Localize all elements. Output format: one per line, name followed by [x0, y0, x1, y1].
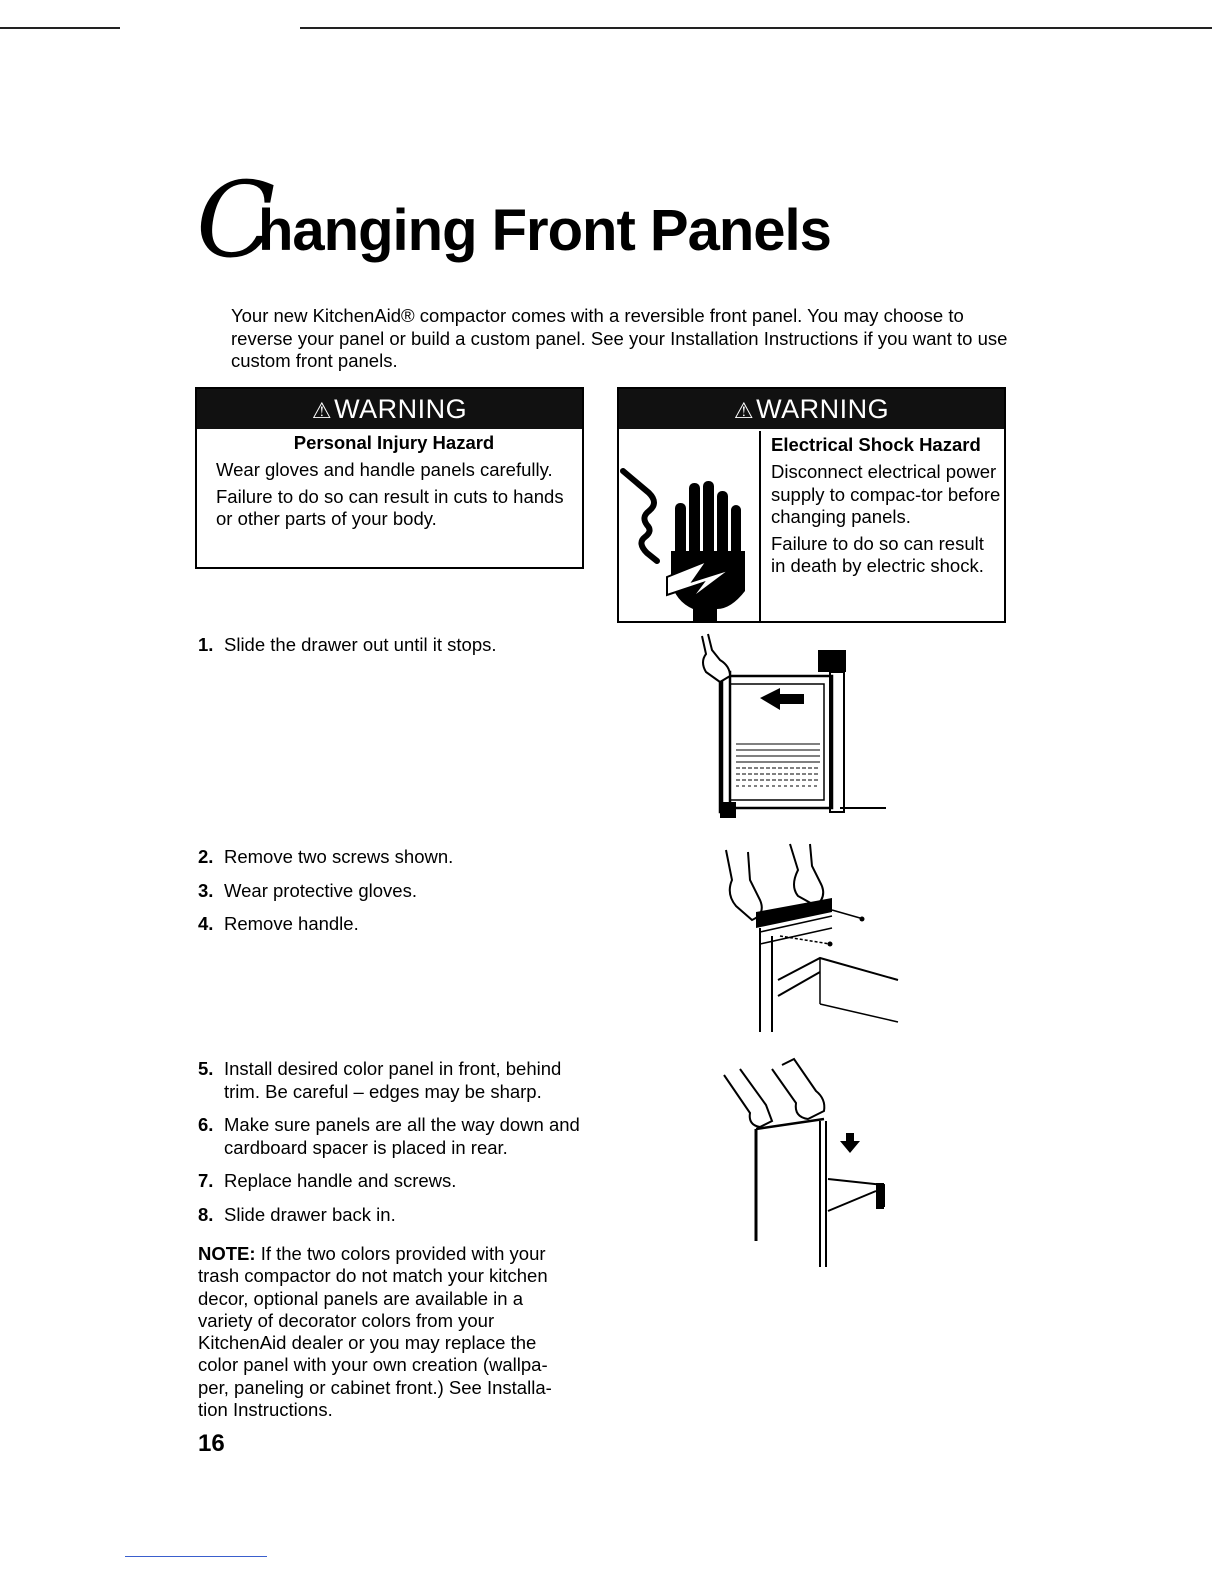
step-number: 3. [198, 879, 214, 901]
title-initial: C [196, 159, 276, 281]
warning-consequence: Failure to do so can result in death by electric shock. [771, 532, 984, 576]
warning-triangle-icon: ⚠ [311, 398, 333, 423]
install-panel-illustration [720, 1055, 900, 1270]
step-text: Slide drawer back in. [224, 1203, 396, 1225]
note-paragraph [198, 1243, 578, 1421]
step-text: Remove two screws shown. [224, 846, 454, 867]
step-text: Remove handle. [224, 913, 359, 934]
electric-shock-hand-icon [619, 431, 759, 621]
step-item [198, 1114, 593, 1159]
warning-box-personal-injury [195, 387, 584, 569]
step-text: Replace handle and screws. [224, 1170, 457, 1191]
step-number: 2. [198, 846, 214, 867]
warning-text: Disconnect electrical power supply to compac-tor before changing panels. [771, 461, 1001, 527]
title-text: hanging Front Panels [258, 198, 831, 263]
page-title [196, 159, 896, 281]
step-text: Make sure panels are all the way down and cardboard spacer is placed in rear. [224, 1114, 580, 1158]
warning-header [619, 389, 1004, 429]
step-text: Slide the drawer out until it stops. [224, 634, 497, 655]
bottom-rule [125, 1556, 267, 1557]
steps-group-1 [198, 634, 598, 668]
step-item [198, 1204, 593, 1227]
step-number: 4. [198, 913, 214, 934]
shock-icon-cell [619, 431, 761, 621]
warning-heading: WARNING [756, 394, 890, 424]
step-text: Install desired color panel in front, behind trim. Be careful – edges may be sharp. [224, 1058, 562, 1102]
page-number: 16 [198, 1430, 225, 1457]
warning-text: Wear gloves and handle panels carefully. [216, 459, 553, 480]
step-number: 8. [198, 1203, 214, 1225]
step-number: 5. [198, 1058, 214, 1079]
step-text: Wear protective gloves. [224, 879, 417, 901]
note-text: If the two colors provided with your trash compactor do not match your kitchen decor, optional panels are available in a variety of decorator colors from your KitchenAid dealer or you may replace the color panel with your own creation (wallpa-per, paneling or cabinet front.) See Installa-tion Instructions. [198, 1243, 552, 1421]
warning-box-electrical-shock [617, 387, 1006, 623]
step-item [198, 1058, 593, 1103]
steps-group-2 [198, 846, 598, 947]
warning-triangle-icon: ⚠ [733, 398, 755, 423]
step-item [198, 846, 598, 869]
step-number: 1. [198, 634, 214, 655]
note-label: NOTE: [198, 1243, 256, 1264]
warning-header [197, 389, 582, 429]
step-number: 6. [198, 1114, 214, 1135]
step-item [198, 634, 598, 657]
drawer-slide-out-illustration [690, 632, 890, 822]
step-item [198, 880, 598, 903]
intro-paragraph: Your new KitchenAid® compactor comes with a reversible front panel. You may choose to reverse your panel or build a custom panel. See your Installation Instructions if you want to use custom front panels. [231, 305, 1008, 371]
warning-subheading: Personal Injury Hazard [293, 432, 495, 453]
warning-heading: WARNING [334, 394, 468, 424]
steps-group-3 [198, 1058, 593, 1237]
step-item [198, 1170, 593, 1193]
warning-consequence: Failure to do so can result in cuts to hands or other parts of your body. [216, 485, 564, 529]
step-number: 7. [198, 1170, 214, 1191]
remove-handle-screws-illustration [720, 840, 905, 1035]
step-item [198, 913, 598, 936]
warning-subheading: Electrical Shock Hazard [771, 434, 981, 455]
top-rule-gap [120, 25, 300, 31]
